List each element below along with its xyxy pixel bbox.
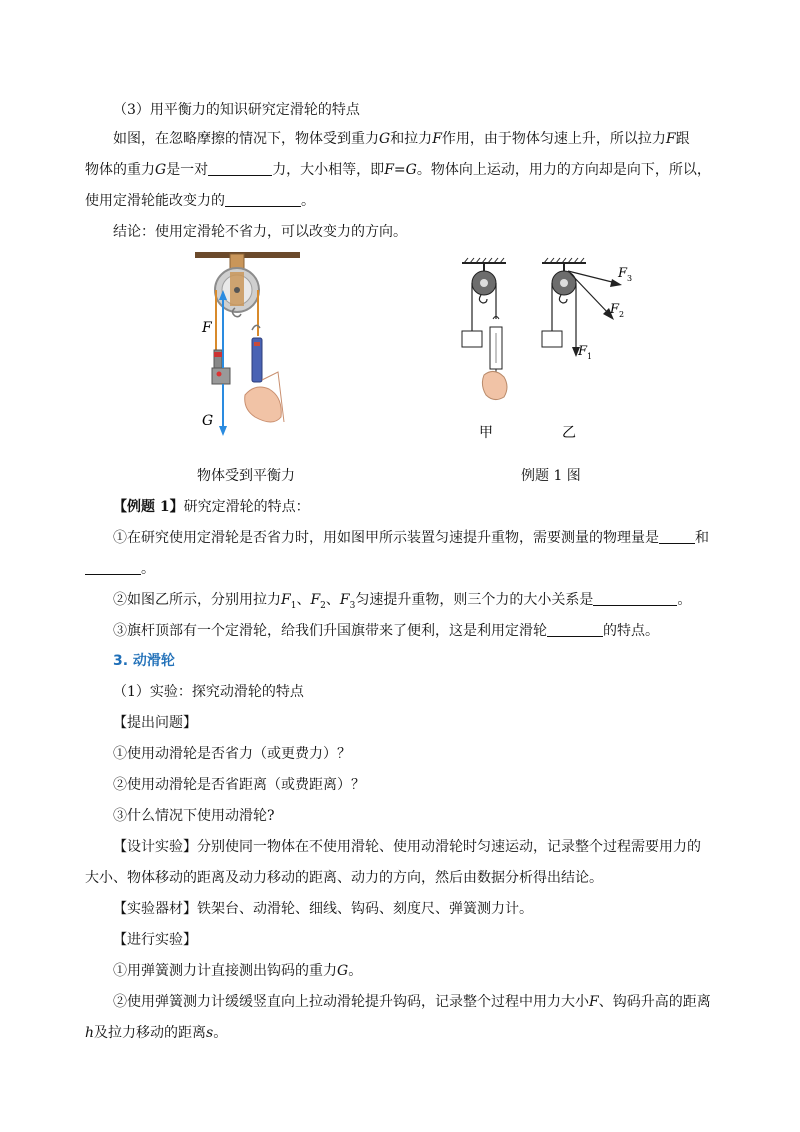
force-label-F: F [202, 320, 212, 336]
fixed-pulley-balance-figure [190, 250, 305, 440]
answer-blank [659, 529, 695, 544]
ask-item-2: ②使用动滑轮是否省距离（或费距离）？ [113, 777, 365, 793]
answer-blank [225, 192, 301, 207]
do-title: 【进行实验】 [113, 932, 197, 948]
do-step-1: ①用弹簧测力计直接测出钩码的重力G。 [113, 963, 363, 979]
design-line1: 【设计实验】分别使同一物体在不使用滑轮、使用动滑轮时匀速运动，记录整个过程需要用力的 [113, 839, 701, 855]
section3-para-line1: 如图，在忽略摩擦的情况下，物体受到重力G和拉力F作用，由于物体匀速上升，所以拉力F跟 [113, 131, 690, 147]
caption-right: 例题 1 图 [521, 468, 581, 484]
svg-text:1: 1 [587, 352, 593, 361]
answer-blank [208, 161, 272, 176]
figure-label-jia: 甲 [479, 425, 493, 441]
example1-title: 【例题 1】研究定滑轮的特点： [113, 499, 310, 515]
figure-label-yi: 乙 [562, 425, 576, 441]
section3-para-line2: 物体的重力G是一对 力，大小相等，即F=G。物体向上运动，用力的方向却是向下，所以， [85, 162, 711, 178]
experiment-title: （1）实验：探究动滑轮的特点 [113, 684, 304, 700]
conclusion: 结论：使用定滑轮不省力，可以改变力的方向。 [113, 224, 407, 240]
caption-left: 物体受到平衡力 [197, 468, 295, 484]
example1-q3: ③旗杆顶部有一个定滑轮，给我们升国旗带来了便利，这是利用定滑轮 的特点。 [113, 623, 659, 639]
answer-blank [547, 622, 603, 637]
svg-text:3: 3 [627, 274, 633, 283]
do-step-2: ②使用弹簧测力计缓缓竖直向上拉动滑轮提升钩码，记录整个过程中用力大小F、钩码升高的距离 [113, 994, 711, 1010]
section3-title: （3）用平衡力的知识研究定滑轮的特点 [113, 102, 360, 118]
force-label-G: G [202, 413, 214, 429]
answer-blank [85, 560, 141, 575]
design-line2: 大小、物体移动的距离及动力移动的距离、动力的方向，然后由数据分析得出结论。 [85, 870, 603, 886]
svg-text:2: 2 [619, 310, 625, 319]
force-label-F3: F [618, 266, 628, 281]
example1-q1-cont: 。 [85, 559, 715, 579]
example1-q2: ②如图乙所示，分别用拉力$F_1$、$F_2$、$F_3$匀速提升重物，则三个力的大小关系是 。 [113, 592, 692, 611]
ask-item-1: ①使用动滑轮是否省力（或更费力）？ [113, 746, 351, 762]
force-label-F1: F [578, 344, 588, 359]
materials: 【实验器材】铁架台、动滑轮、细线、钩码、刻度尺、弹簧测力计。 [113, 901, 533, 917]
answer-blank [593, 591, 677, 606]
example1-q1: ①在研究使用定滑轮是否省力时，用如图甲所示装置匀速提升重物，需要测量的物理量是 和 [113, 530, 709, 546]
ask-title: 【提出问题】 [113, 715, 197, 731]
example1-figure [450, 255, 640, 445]
force-label-F2: F [610, 302, 620, 317]
do-step-2-cont: h及拉力移动的距离s。 [85, 1025, 228, 1041]
section-moving-heading: 3. 动滑轮 [113, 653, 175, 669]
ask-item-3: ③什么情况下使用动滑轮? [113, 808, 275, 824]
section3-para-line3: 使用定滑轮能改变力的 。 [85, 193, 315, 209]
